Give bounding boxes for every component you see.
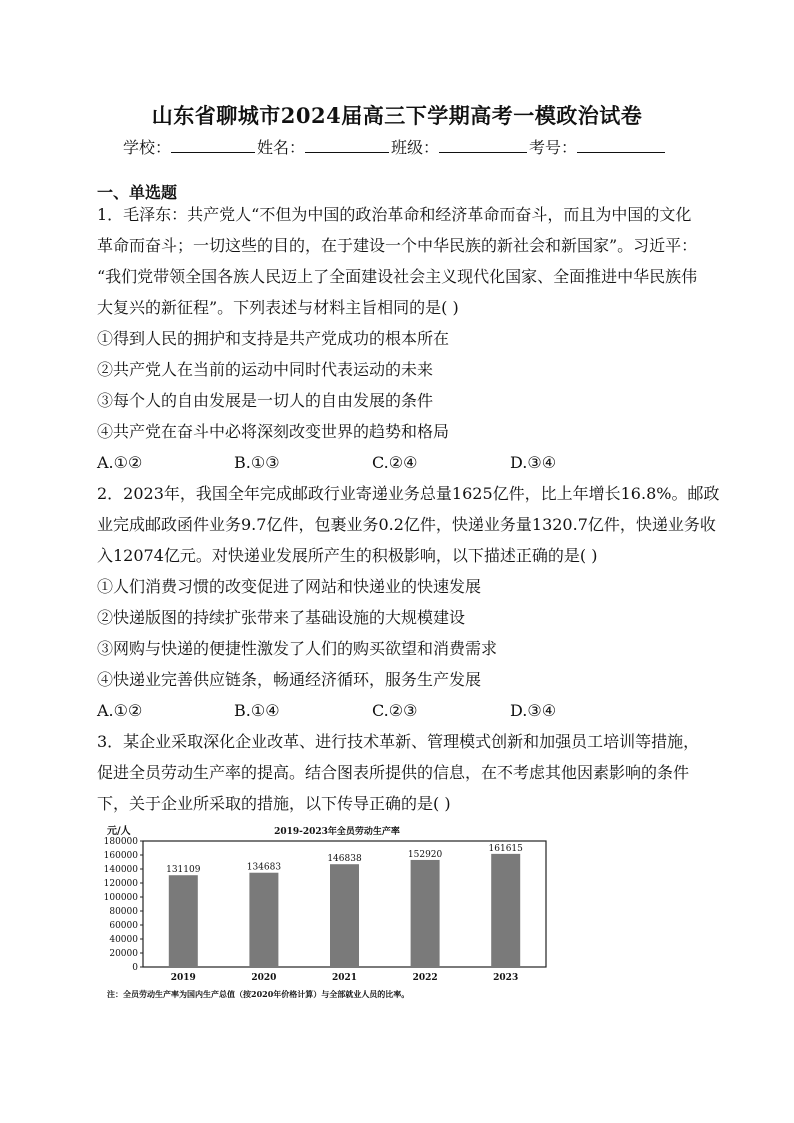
- q1-stem-line: “我们党带领全国各族人民迈上了全面建设社会主义现代化国家、全面推进中华民族伟: [97, 267, 698, 286]
- q1-statement: ③每个人的自由发展是一切人的自由发展的条件: [97, 391, 434, 410]
- name-label: 姓名：: [257, 138, 306, 157]
- q1-option-c[interactable]: C.②④: [372, 453, 418, 472]
- q2-option-c[interactable]: C.②③: [372, 701, 418, 720]
- q2-statement: ②快递版图的持续扩张带来了基础设施的大规模建设: [97, 608, 466, 627]
- chart-title: 2019-2023年全员劳动生产率: [274, 827, 400, 837]
- student-info-row: [123, 135, 667, 158]
- bar-value-label: 152920: [407, 849, 443, 860]
- bar-2022: [411, 860, 440, 967]
- productivity-bar-chart: [97, 823, 557, 1008]
- x-tick-label: 2022: [412, 973, 438, 983]
- y-tick-label: 160000: [103, 851, 138, 861]
- bar-value-label: 161615: [488, 843, 523, 854]
- y-tick-label: 80000: [109, 907, 138, 917]
- number-blank[interactable]: [577, 138, 665, 153]
- q2-option-d[interactable]: D.③④: [510, 701, 557, 720]
- class-label: 班级：: [391, 138, 440, 157]
- y-tick-label: 180000: [103, 837, 138, 847]
- bar-2023: [491, 854, 520, 967]
- q2-statement: ③网购与快递的便捷性激发了人们的购买欲望和消费需求: [97, 639, 498, 658]
- q2-stem-line: 业完成邮政函件业务9.7亿件，包裹业务0.2亿件，快递业务量1320.7亿件，快递业务收: [97, 515, 716, 534]
- bar-2020: [249, 873, 278, 967]
- q1-stem-line: 革命而奋斗；一切这些的目的，在于建设一个中华民族的新社会和新国家”。习近平：: [97, 236, 698, 255]
- q1-option-d[interactable]: D.③④: [510, 453, 557, 472]
- number-label: 考号：: [529, 138, 578, 157]
- y-tick-label: 60000: [109, 921, 138, 931]
- q1-option-a[interactable]: A.①②: [97, 453, 143, 472]
- chart-note: 注：全员劳动生产率为国内生产总值（按2020年价格计算）与全部就业人员的比率。: [107, 989, 410, 999]
- y-tick-label: 100000: [103, 893, 138, 903]
- q1-stem-line: 大复兴的新征程”。下列表述与材料主旨相同的是( ): [97, 298, 459, 317]
- q1-option-b[interactable]: B.①③: [234, 453, 280, 472]
- q1-stem-line: 1．毛泽东：共产党人“不但为中国的政治革命和经济革命而奋斗，而且为中国的文化: [97, 205, 692, 224]
- q3-stem-line: 促进全员劳动生产率的提高。结合图表所提供的信息，在不考虑其他因素影响的条件: [97, 763, 690, 782]
- name-blank[interactable]: [305, 138, 389, 153]
- y-tick-label: 0: [132, 963, 138, 973]
- y-ticks: [104, 837, 143, 973]
- q1-statement: ④共产党在奋斗中必将深刻改变世界的趋势和格局: [97, 422, 450, 441]
- bar-2021: [330, 864, 359, 967]
- y-tick-label: 140000: [103, 865, 138, 875]
- x-tick-label: 2023: [493, 973, 519, 983]
- y-tick-label: 20000: [109, 949, 138, 959]
- y-tick-label: 40000: [109, 935, 138, 945]
- q3-stem-line: 下，关于企业所采取的措施，以下传导正确的是( ): [97, 794, 451, 813]
- section-heading: 一、单选题: [97, 183, 178, 202]
- q2-option-a[interactable]: A.①②: [97, 701, 143, 720]
- q2-stem-line: 入12074亿元。对快递业发展所产生的积极影响，以下描述正确的是( ): [97, 546, 598, 565]
- class-blank[interactable]: [439, 138, 527, 153]
- bar-value-label: 134683: [246, 862, 282, 873]
- bar-value-label: 146838: [327, 854, 362, 865]
- bar-value-label: 131109: [166, 865, 201, 876]
- bar-2019: [169, 875, 198, 967]
- y-axis-label: 元/人: [107, 826, 131, 837]
- q3-stem-line: 3．某企业采取深化企业改革、进行技术革新、管理模式创新和加强员工培训等措施，: [97, 732, 700, 751]
- x-tick-label: 2021: [331, 973, 358, 983]
- y-tick-label: 120000: [103, 879, 138, 889]
- x-tick-label: 2019: [170, 973, 196, 983]
- bars: [166, 844, 523, 983]
- q2-statement: ①人们消费习惯的改变促进了网站和快递业的快速发展: [97, 577, 482, 596]
- q1-statement: ②共产党人在当前的运动中同时代表运动的未来: [97, 360, 434, 379]
- q2-stem-line: 2．2023年，我国全年完成邮政行业寄递业务总量1625亿件，比上年增长16.8%。邮政: [97, 484, 720, 503]
- school-label: 学校：: [123, 138, 172, 157]
- q2-option-b[interactable]: B.①④: [234, 701, 280, 720]
- q2-statement: ④快递业完善供应链条，畅通经济循环，服务生产发展: [97, 670, 482, 689]
- school-blank[interactable]: [171, 138, 255, 153]
- q1-statement: ①得到人民的拥护和支持是共产党成功的根本所在: [97, 329, 450, 348]
- x-tick-label: 2020: [251, 973, 277, 983]
- page-title: 山东省聊城市2024届高三下学期高考一模政治试卷: [151, 103, 643, 128]
